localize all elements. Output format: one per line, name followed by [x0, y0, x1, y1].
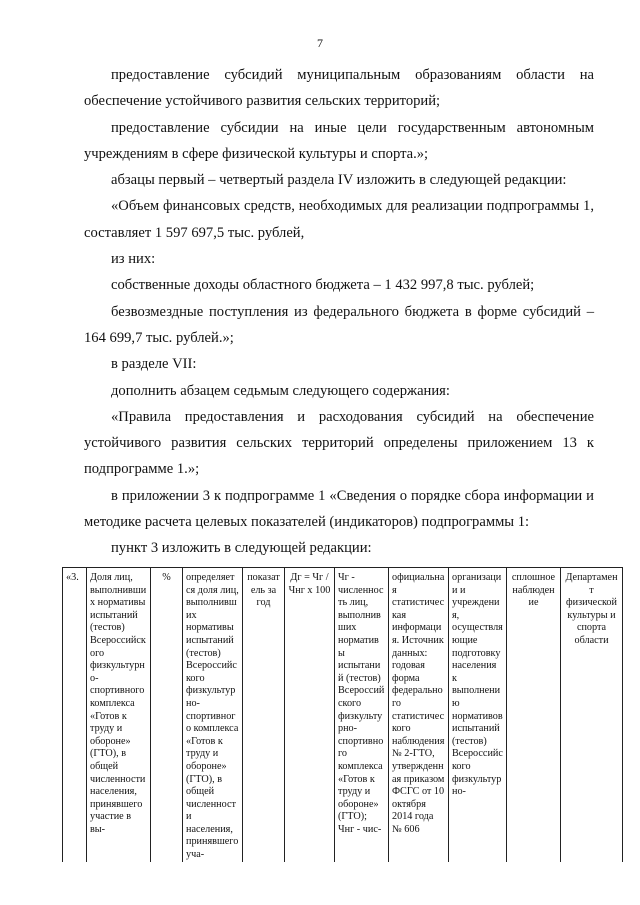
- paragraph: в приложении 3 к подпрограмме 1 «Сведения о порядке сбора информации и методике расчета целевых показателей (индикаторов) подпрограммы 1:: [84, 487, 594, 531]
- table-row: [63, 568, 623, 862]
- paragraph: предоставление субсидий муниципальным образованиям области на обеспечение устойчивого развития сельских территорий;: [84, 67, 594, 110]
- paragraph: «Правила предоставления и расходования субсидий на обеспечение устойчивого развития сельских территорий определены приложением 13 к подпрограмме 1.»;: [84, 408, 594, 478]
- paragraph: дополнить абзацем седьмым следующего содержания:: [111, 382, 450, 399]
- page-number: 7: [317, 36, 323, 50]
- document-body: [84, 62, 594, 562]
- table-cell-basic-indicators: Чг - численность лиц, выполнивших нормативы испытаний (тестов) Всероссийского физкультурно-спортивного комплекса «Готов к труду и обороне» (ГТО); Чнг - чис-: [335, 568, 389, 862]
- table-cell-observation-method: сплошное наблюдение: [507, 568, 561, 862]
- table-cell-data-source: официальная статистическая информация. Источник данных: годовая форма федерального статистического наблюдения № 2-ГТО, утвержденная приказом ФСГС от 10 октября 2014 года № 606: [389, 568, 449, 862]
- paragraph: собственные доходы областного бюджета – 1 432 997,8 тыс. рублей;: [111, 277, 535, 294]
- table-cell-observation-object: организации и учреждения, осуществляющие подготовку населения к выполнению нормативов испытаний (тестов) Всероссийского физкультурно-: [449, 568, 507, 862]
- paragraph: из них:: [111, 251, 156, 268]
- table-cell-number: «3.: [63, 568, 87, 862]
- table-cell-formula: Дг = Чг / Чнг х 100: [285, 568, 335, 862]
- paragraph: «Объем финансовых средств, необходимых для реализации подпрограммы 1, составляет 1 597 697,5 тыс. рублей,: [84, 198, 594, 241]
- paragraph: предоставление субсидии на иные цели государственным автономным учреждениям в сфере физической культуры и спорта.»;: [84, 119, 594, 162]
- paragraph: в разделе VII:: [111, 356, 197, 373]
- table-cell-definition: определяется доля лиц, выполнивших нормативы испытаний (тестов) Всероссийского физкультурно-спортивного комплекса «Готов к труду и обороне» (ГТО), в общей численности населения, принявшего уча-: [183, 568, 243, 862]
- indicator-table: [62, 567, 623, 862]
- table-cell-unit: %: [151, 568, 183, 862]
- table-cell-responsible: Департамент физической культуры и спорта области: [561, 568, 623, 862]
- table-cell-indicator-name: Доля лиц, выполнивших нормативы испытаний (тестов) Всероссийского физкультурно-спортивного комплекса «Готов к труду и обороне» (ГТО), в общей численности населения, принявшего участие в вы-: [87, 568, 151, 862]
- paragraph: пункт 3 изложить в следующей редакции:: [111, 540, 372, 557]
- paragraph: абзацы первый – четвертый раздела IV изложить в следующей редакции:: [111, 172, 567, 189]
- paragraph: безвозмездные поступления из федерального бюджета в форме субсидий – 164 699,7 тыс. рублей.»;: [84, 303, 594, 346]
- table-cell-time-characteristic: показатель за год: [243, 568, 285, 862]
